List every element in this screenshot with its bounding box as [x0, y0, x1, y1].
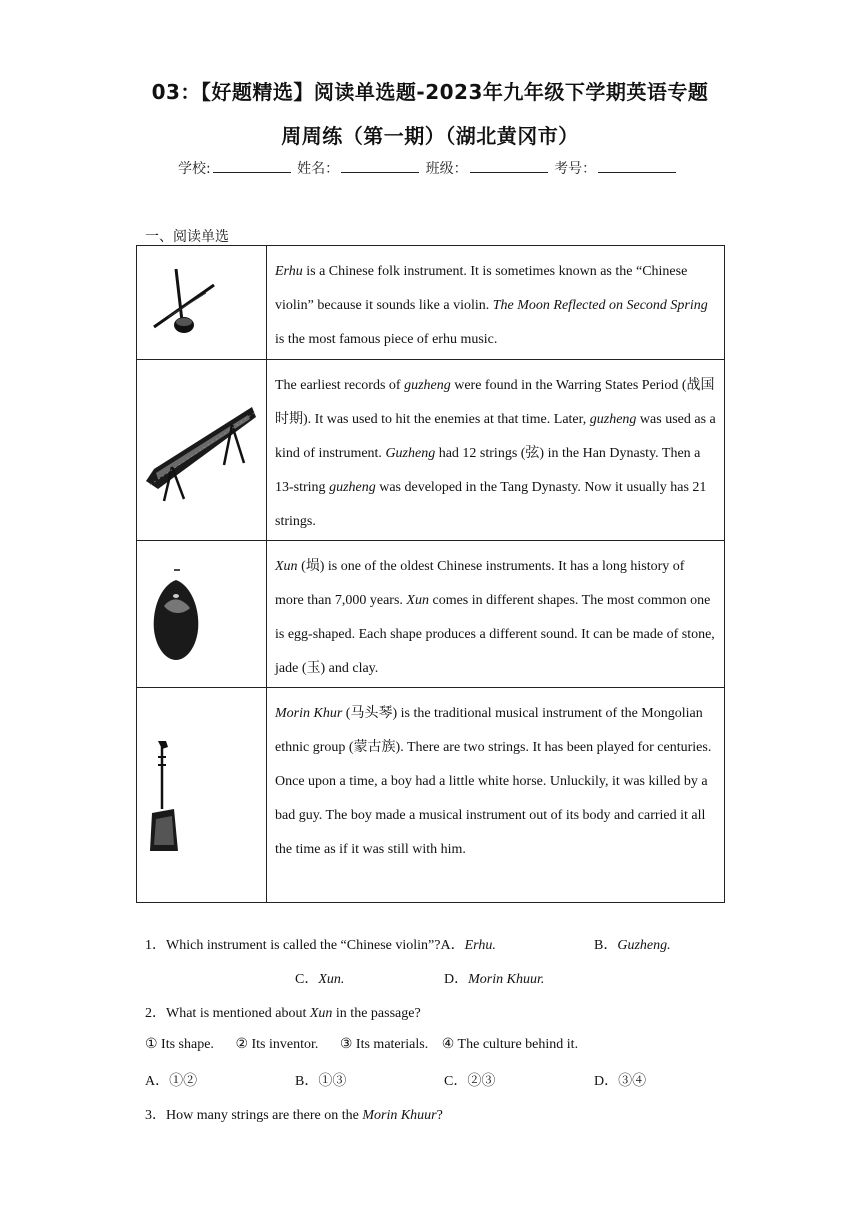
- erhu-image: [146, 265, 226, 345]
- guzheng-term: guzheng: [404, 378, 451, 393]
- question-2-option-a[interactable]: A．①②: [145, 1074, 198, 1089]
- table-row: [137, 541, 725, 688]
- xun-image-cell: [137, 541, 267, 688]
- question-stem: 3．How many strings are there on the: [145, 1108, 363, 1123]
- xun-image: [146, 566, 206, 666]
- question-2-items: [145, 1036, 578, 1053]
- passage-text: is a Chinese folk instrument. It is sometimes known as the “Chinese violin” because it sounds like a violin.: [275, 264, 688, 313]
- school-blank[interactable]: [213, 160, 291, 173]
- name-blank[interactable]: [341, 160, 419, 173]
- option-b-label: B．: [594, 938, 618, 953]
- question-stem: 1．Which instrument is called the “Chinese violin”?: [145, 938, 441, 953]
- name-label: 姓名：: [297, 161, 340, 177]
- option-d[interactable]: Morin Khuur.: [468, 972, 545, 987]
- passage-text: Once upon a time, a boy had a little white horse. Unluckily, it was killed by a bad guy. The boy made a musical instrument out of its body and carried it all the time as if it was still with him.: [275, 774, 708, 857]
- song-title: The Moon Reflected on Second Spring: [492, 298, 708, 313]
- list-item: ① Its shape.: [145, 1037, 214, 1052]
- question-stem: 2．What is mentioned about: [145, 1006, 310, 1021]
- passage-text: had 12 strings (弦) in the Han Dynasty. Then a 13-string: [275, 446, 701, 495]
- reading-passage-table: [136, 245, 725, 903]
- option-b[interactable]: Guzheng.: [617, 938, 671, 953]
- passage-text: was developed in the Tang Dynasty. Now it usually has 21 strings.: [275, 480, 707, 529]
- exam-number-blank[interactable]: [598, 160, 676, 173]
- passage-text: (埙) is one of the oldest Chinese instruments. It has a long history of more than 7,000 years.: [275, 559, 685, 608]
- table-row: [137, 360, 725, 541]
- section-title: 一、阅读单选: [145, 229, 229, 245]
- erhu-term: Erhu: [275, 264, 303, 279]
- xun-term: Xun: [275, 559, 298, 574]
- passage-text: was used as a kind of instrument.: [275, 412, 716, 461]
- question-2-option-c[interactable]: C．②③: [444, 1074, 496, 1089]
- page-title-line1: 03：【好题精选】阅读单选题-2023年九年级下学期英语专题: [151, 80, 709, 104]
- erhu-passage: [267, 246, 725, 360]
- class-blank[interactable]: [470, 160, 548, 173]
- list-item: ② Its inventor.: [235, 1037, 319, 1052]
- option-c[interactable]: Xun.: [318, 972, 345, 987]
- table-row: [137, 246, 725, 360]
- question-2-option-b[interactable]: B．①③: [295, 1074, 347, 1089]
- list-item: ④ The culture behind it.: [441, 1037, 579, 1052]
- question-1-option-c[interactable]: [295, 968, 344, 988]
- morin-khur-image: [148, 739, 188, 855]
- exam-number-label: 考号：: [554, 161, 597, 177]
- passage-text: (马头琴) is the traditional musical instrument of the Mongolian ethnic group (蒙古族). There are two strings. It has been played for centuries.: [275, 706, 712, 755]
- option-c-label: C．: [295, 972, 319, 987]
- table-row: [137, 688, 725, 903]
- passage-text: were found in the Warring States Period (战国时期). It was used to hit the enemies at that time. Later,: [275, 378, 715, 427]
- guzheng-term: Guzheng: [385, 446, 436, 461]
- question-2-option-d[interactable]: D．③④: [594, 1074, 647, 1089]
- xun-term: Xun: [406, 593, 429, 608]
- morin-khur-passage: [267, 688, 725, 903]
- student-info-line: [178, 158, 678, 178]
- option-a[interactable]: Erhu.: [464, 938, 496, 953]
- morin-khur-image-cell: [137, 688, 267, 903]
- xun-term: Xun: [309, 1006, 333, 1021]
- passage-text: is the most famous piece of erhu music.: [275, 332, 498, 347]
- guzheng-term: guzheng: [329, 480, 376, 495]
- question-stem: ?: [436, 1108, 443, 1123]
- class-label: 班级：: [425, 161, 468, 177]
- guzheng-image: [144, 403, 256, 503]
- guzheng-image-cell: [137, 360, 267, 541]
- question-3: [145, 1104, 443, 1124]
- question-1: [145, 934, 496, 954]
- school-label: 学校:: [178, 161, 211, 177]
- morin-khur-term: Morin Khur: [275, 706, 343, 721]
- guzheng-term: guzheng: [589, 412, 637, 427]
- question-2: [145, 1002, 421, 1022]
- list-item: ③ Its materials.: [339, 1037, 429, 1052]
- passage-text: The earliest records of: [275, 378, 405, 393]
- question-stem: in the passage?: [332, 1006, 421, 1021]
- erhu-image-cell: [137, 246, 267, 360]
- guzheng-passage: [267, 360, 725, 541]
- question-1-option-d[interactable]: [444, 968, 544, 988]
- xun-passage: [267, 541, 725, 688]
- option-a-label: A．: [440, 938, 465, 953]
- question-1-option-b[interactable]: [594, 934, 671, 954]
- option-d-label: D．: [444, 972, 469, 987]
- passage-text: comes in different shapes. The most common one is egg-shaped. Each shape produces a different sound. It can be made of stone, jade (玉) and clay.: [275, 593, 715, 676]
- page-title-line2: 周周练（第一期）（湖北黄冈市）: [281, 124, 579, 148]
- morin-khur-term: Morin Khuur: [362, 1108, 437, 1123]
